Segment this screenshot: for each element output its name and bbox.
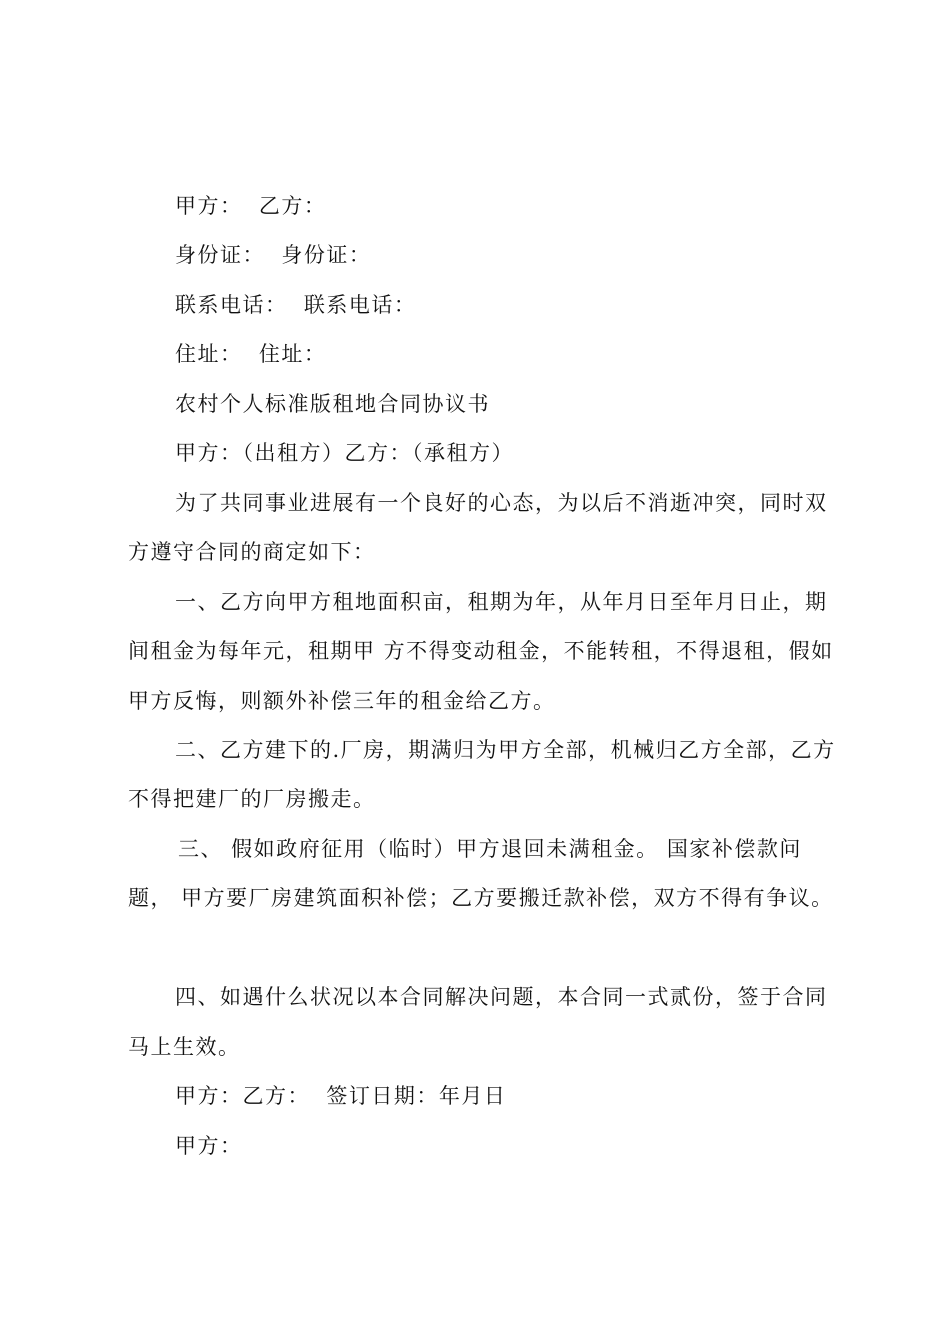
header-phone-numbers: 联系电话： 联系电话： [175,293,417,317]
signature-line: 甲方：乙方： 签订日期：年月日 [175,1084,507,1108]
parties-line: 甲方：（出租方）乙方：（承租方） [175,441,514,465]
intro-line-2: 方遵守合同的商定如下： [128,540,376,564]
clause-3-line-1: 三、 假如政府征用（临时）甲方退回未满租金。 国家补偿款问 [178,837,802,861]
clause-1-line-1: 一、乙方向甲方租地面积亩，租期为年，从年月日至年月日止，期 [175,590,828,614]
clause-1-line-2: 间租金为每年元，租期甲 方不得变动租金，不能转租，不得退租，假如 [128,639,834,663]
header-id-cards: 身份证： 身份证： [175,243,372,267]
clause-2-line-2: 不得把建厂的厂房搬走。 [128,787,376,811]
closing-line: 甲方： [175,1134,243,1158]
clause-2-line-1: 二、乙方建下的.厂房，期满归为甲方全部，机械归乙方全部，乙方 [175,738,836,762]
clause-4-line-1: 四、如遇什么状况以本合同解决问题，本合同一式贰份，签于合同 [175,985,828,1009]
clause-1-line-3: 甲方反悔，则额外补偿三年的租金给乙方。 [128,689,556,713]
document-title: 农村个人标准版租地合同协议书 [175,392,490,416]
clause-4-line-2: 马上生效。 [128,1035,241,1059]
header-addresses: 住址： 住址： [175,342,327,366]
clause-3-line-2: 题， 甲方要厂房建筑面积补偿；乙方要搬迁款补偿，双方不得有争议。 [128,886,834,910]
intro-line-1: 为了共同事业进展有一个良好的心态，为以后不消逝冲突，同时双 [175,491,828,515]
header-party-names: 甲方： 乙方： [175,194,327,218]
